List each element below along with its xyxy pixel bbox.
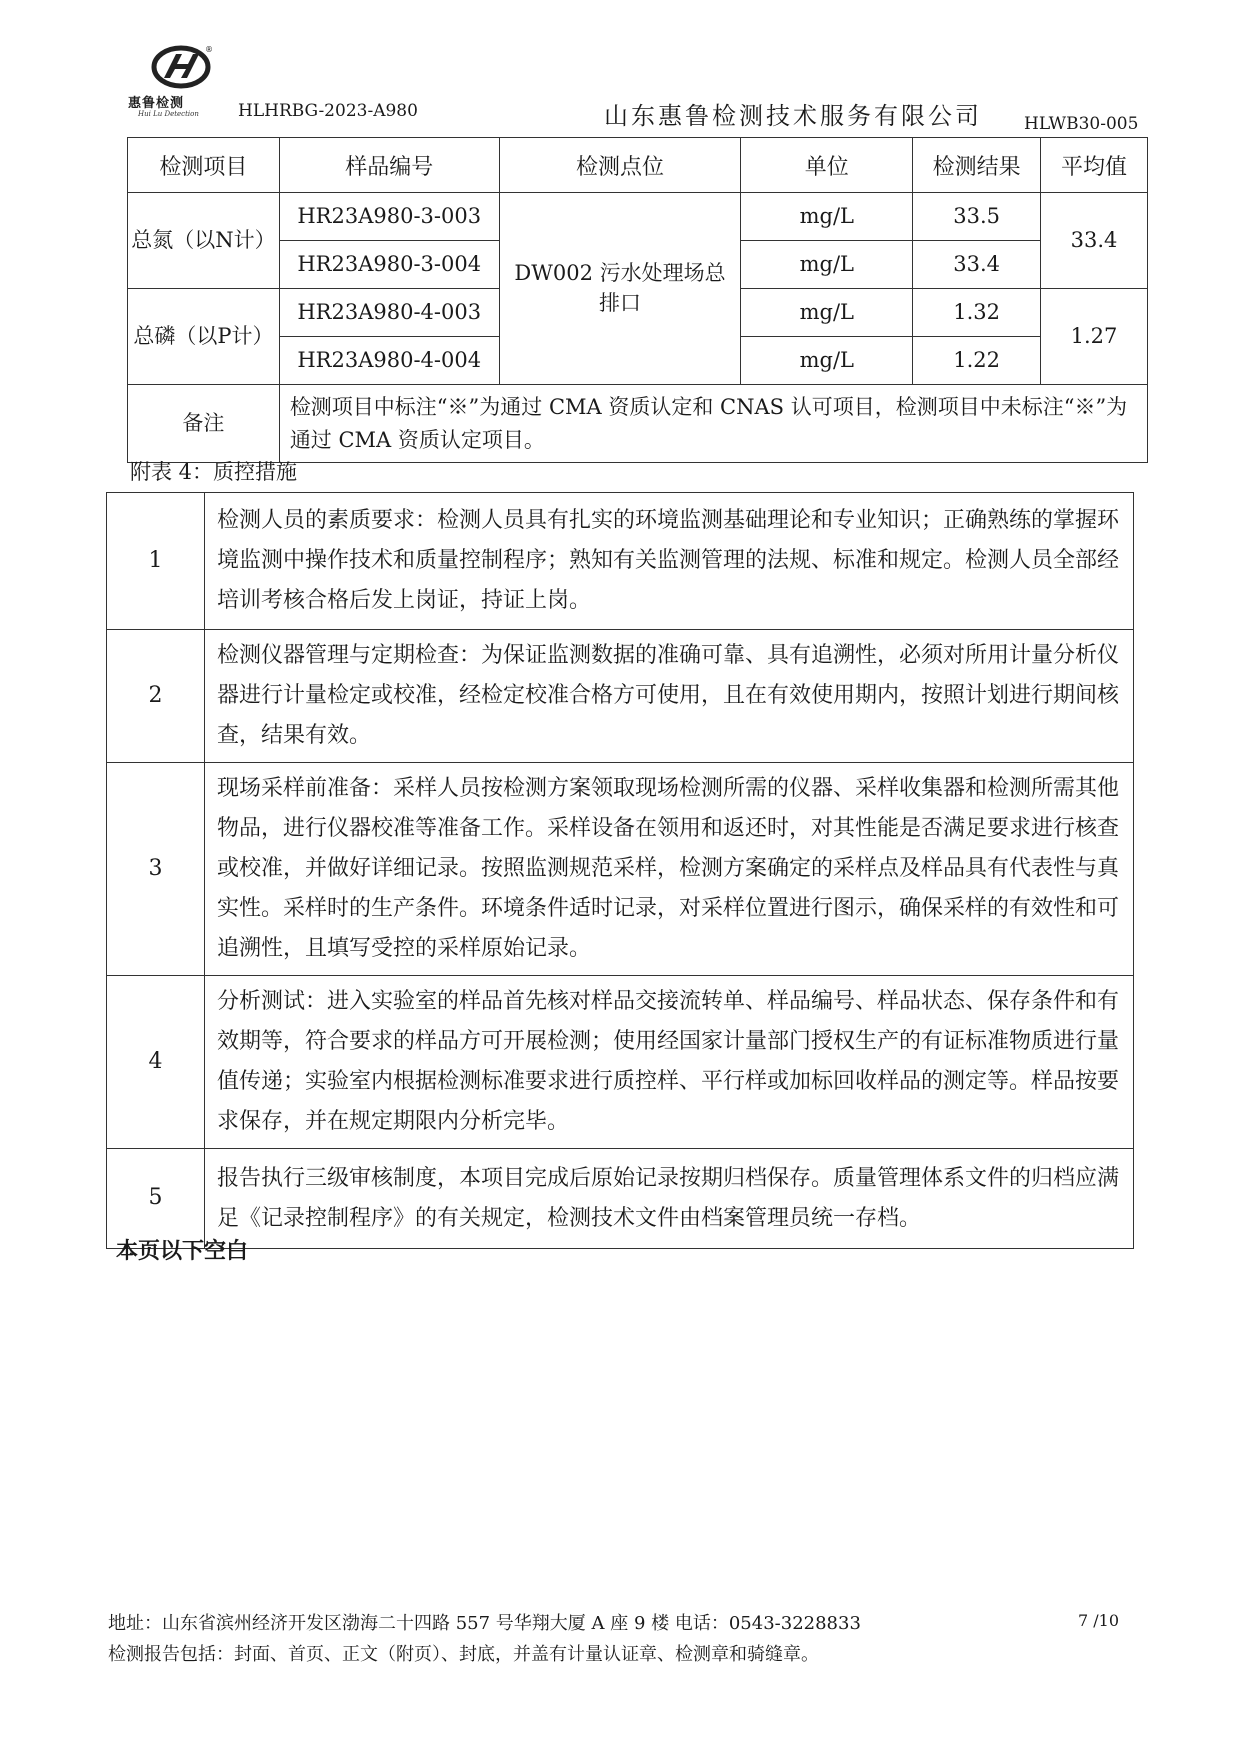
result-cell: 33.4 xyxy=(913,241,1041,289)
page-number: 7 /10 xyxy=(1078,1611,1120,1630)
remark-row xyxy=(128,385,1148,463)
footer-note: 检测报告包括：封面、首页、正文（附页）、封底，并盖有计量认证章、检测章和骑缝章。 xyxy=(108,1644,819,1665)
results-header-row xyxy=(128,138,1148,193)
result-cell: 1.22 xyxy=(913,337,1041,385)
logo-english-text: Hui Lu Detection xyxy=(138,110,199,118)
location-cell: DW002 污水处理场总排口 xyxy=(499,193,741,385)
logo-mark-icon xyxy=(150,44,212,90)
col-header-average: 平均值 xyxy=(1041,138,1148,193)
blank-page-note: 本页以下空白 xyxy=(116,1238,249,1264)
results-table xyxy=(127,137,1148,463)
remark-text: 检测项目中标注“※”为通过 CMA 资质认定和 CNAS 认可项目，检测项目中未标注“※”为通过 CMA 资质认定项目。 xyxy=(279,385,1147,463)
result-cell: 33.5 xyxy=(913,193,1041,241)
table-row xyxy=(107,630,1134,763)
table-row xyxy=(107,1149,1134,1249)
table-row xyxy=(107,493,1134,630)
logo-chinese-text: 惠鲁检测 xyxy=(128,96,185,111)
qc-measures-table xyxy=(106,492,1134,1249)
unit-cell: mg/L xyxy=(741,241,913,289)
svg-text:®: ® xyxy=(205,45,213,54)
item-cell: 总磷（以P计） xyxy=(128,289,280,385)
qc-item-number: 4 xyxy=(107,976,205,1149)
col-header-location: 检测点位 xyxy=(499,138,741,193)
col-header-result: 检测结果 xyxy=(913,138,1041,193)
qc-item-number: 3 xyxy=(107,763,205,976)
qc-item-number: 1 xyxy=(107,493,205,630)
col-header-item: 检测项目 xyxy=(128,138,280,193)
footer-address: 地址：山东省滨州经济开发区渤海二十四路 557 号华翔大厦 A 座 9 楼 电话：0543-3228833 xyxy=(108,1613,861,1634)
item-cell: 总氮（以N计） xyxy=(128,193,280,289)
qc-section-title: 附表 4：质控措施 xyxy=(130,460,298,484)
table-row xyxy=(107,763,1134,976)
qc-item-number: 5 xyxy=(107,1149,205,1249)
qc-item-text: 报告执行三级审核制度，本项目完成后原始记录按期归档保存。质量管理体系文件的归档应满足《记录控制程序》的有关规定，检测技术文件由档案管理员统一存档。 xyxy=(205,1149,1134,1249)
qc-item-text: 检测人员的素质要求：检测人员具有扎实的环境监测基础理论和专业知识；正确熟练的掌握环境监测中操作技术和质量控制程序；熟知有关监测管理的法规、标准和规定。检测人员全部经培训考核合格后发上岗证，持证上岗。 xyxy=(205,493,1134,630)
company-name: 山东惠鲁检测技术服务有限公司 xyxy=(604,102,982,130)
sample-cell: HR23A980-4-003 xyxy=(279,289,499,337)
sample-cell: HR23A980-3-004 xyxy=(279,241,499,289)
result-cell: 1.32 xyxy=(913,289,1041,337)
unit-cell: mg/L xyxy=(741,337,913,385)
sample-cell: HR23A980-4-004 xyxy=(279,337,499,385)
form-number: HLWB30-005 xyxy=(1024,114,1139,134)
col-header-sample: 样品编号 xyxy=(279,138,499,193)
qc-item-text: 现场采样前准备：采样人员按检测方案领取现场检测所需的仪器、采样收集器和检测所需其他物品，进行仪器校准等准备工作。采样设备在领用和返还时，对其性能是否满足要求进行核查或校准，并做好详细记录。按照监测规范采样，检测方案确定的采样点及样品具有代表性与真实性。采样时的生产条件。环境条件适时记录，对采样位置进行图示，确保采样的有效性和可追溯性，且填写受控的采样原始记录。 xyxy=(205,763,1134,976)
qc-item-number: 2 xyxy=(107,630,205,763)
qc-item-text: 分析测试：进入实验室的样品首先核对样品交接流转单、样品编号、样品状态、保存条件和有效期等，符合要求的样品方可开展检测；使用经国家计量部门授权生产的有证标准物质进行量值传递；实验室内根据检测标准要求进行质控样、平行样或加标回收样品的测定等。样品按要求保存，并在规定期限内分析完毕。 xyxy=(205,976,1134,1149)
average-cell: 33.4 xyxy=(1041,193,1148,289)
report-number: HLHRBG-2023-A980 xyxy=(238,101,418,121)
col-header-unit: 单位 xyxy=(741,138,913,193)
company-logo xyxy=(128,44,238,124)
sample-cell: HR23A980-3-003 xyxy=(279,193,499,241)
remark-label: 备注 xyxy=(128,385,280,463)
table-row xyxy=(128,193,1148,241)
average-cell: 1.27 xyxy=(1041,289,1148,385)
table-row xyxy=(107,976,1134,1149)
qc-item-text: 检测仪器管理与定期检查：为保证监测数据的准确可靠、具有追溯性，必须对所用计量分析仪器进行计量检定或校准，经检定校准合格方可使用，且在有效使用期内，按照计划进行期间核查，结果有效。 xyxy=(205,630,1134,763)
unit-cell: mg/L xyxy=(741,193,913,241)
unit-cell: mg/L xyxy=(741,289,913,337)
